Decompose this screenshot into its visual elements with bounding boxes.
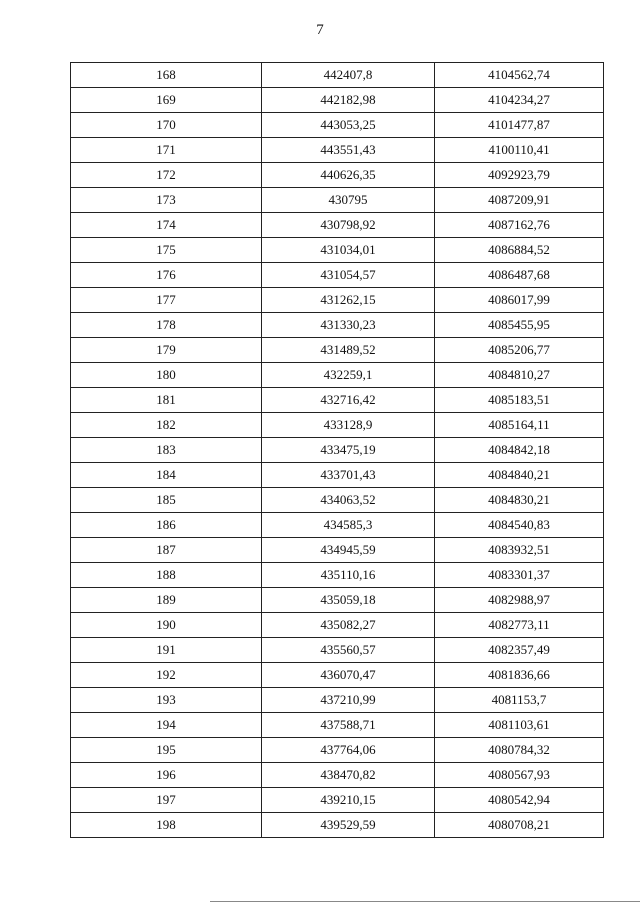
x-coordinate-cell: 436070,47 [262,663,435,688]
x-coordinate-cell: 431330,23 [262,313,435,338]
table-row [71,63,604,88]
x-coordinate-cell: 443053,25 [262,113,435,138]
point-number-cell: 186 [71,513,262,538]
x-coordinate-cell: 431034,01 [262,238,435,263]
y-coordinate-cell: 4101477,87 [435,113,604,138]
x-coordinate-cell: 432259,1 [262,363,435,388]
table-row [71,88,604,113]
point-number-cell: 197 [71,788,262,813]
x-coordinate-cell: 437764,06 [262,738,435,763]
table-row [71,213,604,238]
table-row [71,238,604,263]
y-coordinate-cell: 4081103,61 [435,713,604,738]
point-number-cell: 170 [71,113,262,138]
point-number-cell: 175 [71,238,262,263]
point-number-cell: 173 [71,188,262,213]
table-row [71,313,604,338]
x-coordinate-cell: 432716,42 [262,388,435,413]
y-coordinate-cell: 4086487,68 [435,263,604,288]
point-number-cell: 178 [71,313,262,338]
table-row [71,163,604,188]
y-coordinate-cell: 4082988,97 [435,588,604,613]
x-coordinate-cell: 434063,52 [262,488,435,513]
point-number-cell: 168 [71,63,262,88]
x-coordinate-cell: 430795 [262,188,435,213]
y-coordinate-cell: 4104234,27 [435,88,604,113]
x-coordinate-cell: 437210,99 [262,688,435,713]
table-row [71,613,604,638]
point-number-cell: 196 [71,763,262,788]
y-coordinate-cell: 4080542,94 [435,788,604,813]
page-number: 7 [316,22,324,38]
table-row [71,488,604,513]
table-row [71,413,604,438]
x-coordinate-cell: 437588,71 [262,713,435,738]
y-coordinate-cell: 4086884,52 [435,238,604,263]
y-coordinate-cell: 4085164,11 [435,413,604,438]
point-number-cell: 198 [71,813,262,838]
table-row [71,588,604,613]
table-row [71,138,604,163]
y-coordinate-cell: 4082357,49 [435,638,604,663]
point-number-cell: 181 [71,388,262,413]
table-row [71,263,604,288]
y-coordinate-cell: 4081153,7 [435,688,604,713]
table-row [71,363,604,388]
y-coordinate-cell: 4080708,21 [435,813,604,838]
point-number-cell: 182 [71,413,262,438]
point-number-cell: 185 [71,488,262,513]
x-coordinate-cell: 443551,43 [262,138,435,163]
table-row [71,738,604,763]
y-coordinate-cell: 4083301,37 [435,563,604,588]
table-row [71,713,604,738]
x-coordinate-cell: 435082,27 [262,613,435,638]
x-coordinate-cell: 435110,16 [262,563,435,588]
table-row [71,763,604,788]
point-number-cell: 176 [71,263,262,288]
point-number-cell: 194 [71,713,262,738]
coordinates-table-body [71,63,604,838]
y-coordinate-cell: 4085455,95 [435,313,604,338]
x-coordinate-cell: 430798,92 [262,213,435,238]
point-number-cell: 188 [71,563,262,588]
y-coordinate-cell: 4082773,11 [435,613,604,638]
point-number-cell: 193 [71,688,262,713]
x-coordinate-cell: 440626,35 [262,163,435,188]
x-coordinate-cell: 435560,57 [262,638,435,663]
table-row [71,438,604,463]
table-row [71,538,604,563]
x-coordinate-cell: 431262,15 [262,288,435,313]
point-number-cell: 177 [71,288,262,313]
table-row [71,463,604,488]
x-coordinate-cell: 431054,57 [262,263,435,288]
y-coordinate-cell: 4083932,51 [435,538,604,563]
point-number-cell: 184 [71,463,262,488]
y-coordinate-cell: 4086017,99 [435,288,604,313]
y-coordinate-cell: 4087209,91 [435,188,604,213]
point-number-cell: 169 [71,88,262,113]
y-coordinate-cell: 4080567,93 [435,763,604,788]
y-coordinate-cell: 4104562,74 [435,63,604,88]
table-row [71,813,604,838]
point-number-cell: 172 [71,163,262,188]
y-coordinate-cell: 4084810,27 [435,363,604,388]
table-row [71,563,604,588]
table-row [71,288,604,313]
point-number-cell: 183 [71,438,262,463]
point-number-cell: 174 [71,213,262,238]
y-coordinate-cell: 4084840,21 [435,463,604,488]
x-coordinate-cell: 433128,9 [262,413,435,438]
x-coordinate-cell: 435059,18 [262,588,435,613]
y-coordinate-cell: 4092923,79 [435,163,604,188]
x-coordinate-cell: 439210,15 [262,788,435,813]
y-coordinate-cell: 4100110,41 [435,138,604,163]
x-coordinate-cell: 438470,82 [262,763,435,788]
table-row [71,338,604,363]
table-row [71,113,604,138]
table-row [71,388,604,413]
x-coordinate-cell: 433475,19 [262,438,435,463]
table-row [71,663,604,688]
point-number-cell: 190 [71,613,262,638]
table-row [71,788,604,813]
x-coordinate-cell: 433701,43 [262,463,435,488]
point-number-cell: 195 [71,738,262,763]
table-row [71,688,604,713]
y-coordinate-cell: 4081836,66 [435,663,604,688]
coordinates-table [70,62,604,838]
point-number-cell: 187 [71,538,262,563]
y-coordinate-cell: 4084540,83 [435,513,604,538]
point-number-cell: 180 [71,363,262,388]
bottom-rule [210,901,640,902]
y-coordinate-cell: 4084830,21 [435,488,604,513]
x-coordinate-cell: 442182,98 [262,88,435,113]
table-row [71,513,604,538]
point-number-cell: 192 [71,663,262,688]
x-coordinate-cell: 431489,52 [262,338,435,363]
point-number-cell: 179 [71,338,262,363]
x-coordinate-cell: 442407,8 [262,63,435,88]
table-row [71,188,604,213]
point-number-cell: 189 [71,588,262,613]
point-number-cell: 191 [71,638,262,663]
y-coordinate-cell: 4080784,32 [435,738,604,763]
y-coordinate-cell: 4087162,76 [435,213,604,238]
y-coordinate-cell: 4085183,51 [435,388,604,413]
y-coordinate-cell: 4085206,77 [435,338,604,363]
table-row [71,638,604,663]
x-coordinate-cell: 434945,59 [262,538,435,563]
point-number-cell: 171 [71,138,262,163]
y-coordinate-cell: 4084842,18 [435,438,604,463]
x-coordinate-cell: 434585,3 [262,513,435,538]
x-coordinate-cell: 439529,59 [262,813,435,838]
